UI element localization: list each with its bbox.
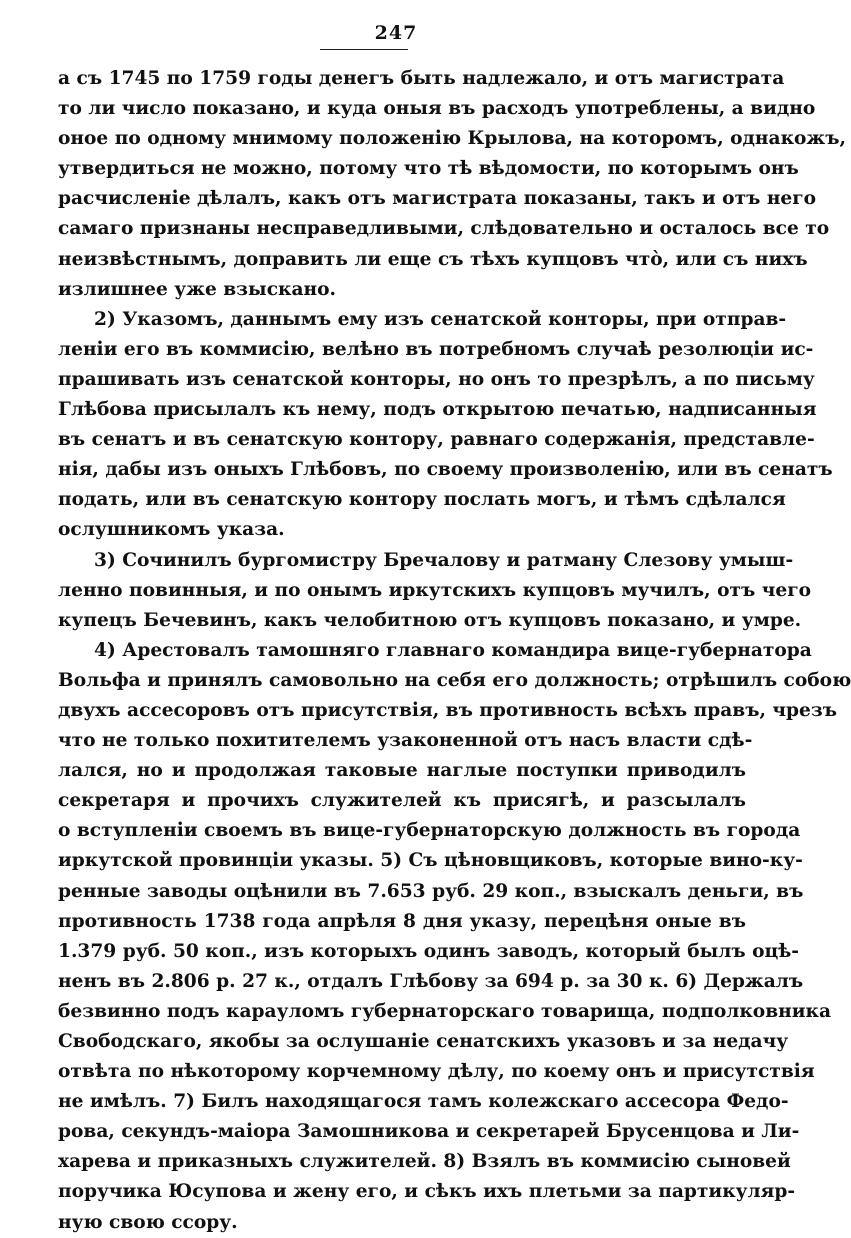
text-line: противность 1738 года апрѣля 8 дня указу, перецѣня оные въ: [58, 910, 746, 932]
text-line: безвинно подъ карауломъ губернаторскаго товарища, подполковника: [58, 1000, 831, 1022]
text-line: ненъ въ 2.806 р. 27 к., отдалъ Глѣбову за 694 р. за 30 к. 6) Держалъ: [58, 970, 804, 992]
text-line: харева и приказныхъ служителей. 8) Взялъ въ коммисію сыновей: [58, 1151, 791, 1173]
text-line: лался, но и продолжая таковые наглые поступки приводилъ: [58, 760, 746, 782]
text-line: не имѣлъ. 7) Билъ находящагося тамъ колежскаго ассесора Федо-: [58, 1091, 789, 1113]
text-line: а съ 1745 по 1759 годы денегъ быть надлежало, и отъ магистрата: [58, 68, 785, 89]
body-text: [58, 64, 851, 1238]
text-line: расчисленіе дѣлалъ, какъ отъ магистрата показаны, такъ и отъ него: [58, 188, 817, 210]
page-number: 247: [374, 22, 418, 44]
text-line: Свободскаго, якобы за ослушаніе сенатскихъ указовъ и за недачу: [58, 1031, 789, 1052]
text-line: секретаря и прочихъ служителей къ присягѣ, и разсылалъ: [58, 790, 746, 812]
text-line: о вступленіи своемъ въ вице-губернаторскую должность въ города: [58, 820, 801, 842]
text-line: излишнее уже взыскано.: [58, 278, 336, 300]
text-line: 2) Указомъ, даннымъ ему изъ сенатской конторы, при отправ-: [94, 308, 787, 330]
text-line: 3) Сочинилъ бургомистру Бречалову и ратману Слезову умыш-: [94, 549, 794, 571]
text-line: отвѣта по нѣкоторому корчемному дѣлу, по коему онъ и присутствія: [58, 1061, 815, 1083]
text-line: 1.379 руб. 50 коп., изъ которыхъ одинъ заводъ, который былъ оцѣ-: [58, 940, 800, 962]
text-line: что не только похитителемъ узаконенной отъ насъ власти сдѣ-: [58, 730, 753, 752]
text-line: поручика Юсупова и жену его, и сѣкъ ихъ плетьми за партикуляр-: [58, 1181, 796, 1203]
text-line: Глѣбова присылалъ къ нему, подъ открытою печатью, надписанныя: [58, 399, 817, 421]
text-line: нія, дабы изъ оныхъ Глѣбовъ, по своему произволенію, или въ сенатъ: [58, 459, 833, 481]
header-rule: [320, 49, 408, 50]
text-line: то ли число показано, и куда оныя въ расходъ употреблены, а видно: [58, 98, 816, 120]
text-line: ную свою ссору.: [58, 1211, 238, 1233]
text-line: прашивать изъ сенатской конторы, но онъ то презрѣлъ, а по письму: [58, 368, 815, 390]
text-line: рова, секундъ-маіора Замошникова и секретарей Брусенцова и Ли-: [58, 1121, 800, 1143]
text-line: въ сенатъ и въ сенатскую контору, равнаго содержанія, представле-: [58, 429, 815, 451]
text-line: иркутской провинціи указы. 5) Съ цѣновщиковъ, которые вино-ку-: [58, 850, 803, 872]
text-line: 4) Арестовалъ тамошняго главнаго командира вице-губернатора: [94, 639, 812, 661]
text-line: ренные заводы оцѣнили въ 7.653 руб. 29 коп., взыскалъ деньги, въ: [58, 880, 804, 902]
text-line: самаго признаны несправедливыми, слѣдовательно и осталось все то: [58, 218, 830, 240]
text-line: двухъ ассесоровъ отъ присутствія, въ противность всѣхъ правъ, чрезъ: [58, 699, 837, 721]
text-line: купецъ Бечевинъ, какъ челобитною отъ купцовъ показано, и умре.: [58, 609, 802, 631]
text-line: оное по одному мнимому положенію Крылова, на которомъ, однакожъ,: [58, 128, 846, 150]
text-line: утвердиться не можно, потому что тѣ вѣдомости, по которымъ онъ: [58, 158, 799, 180]
text-line: неизвѣстнымъ, доправить ли еще съ тѣхъ купцовъ что̀, или съ нихъ: [58, 248, 808, 270]
text-line: ослушникомъ указа.: [58, 519, 285, 541]
text-line: Вольфа и принялъ самовольно на себя его должность; отрѣшилъ собою: [58, 669, 851, 691]
text-line: ленно повинныя, и по онымъ иркутскихъ купцовъ мучилъ, отъ чего: [58, 579, 811, 601]
text-line: подать, или въ сенатскую контору послать могъ, и тѣмъ сдѣлался: [58, 489, 786, 511]
text-line: леніи его въ коммисію, велѣно въ потребномъ случаѣ резолюціи ис-: [58, 338, 814, 360]
